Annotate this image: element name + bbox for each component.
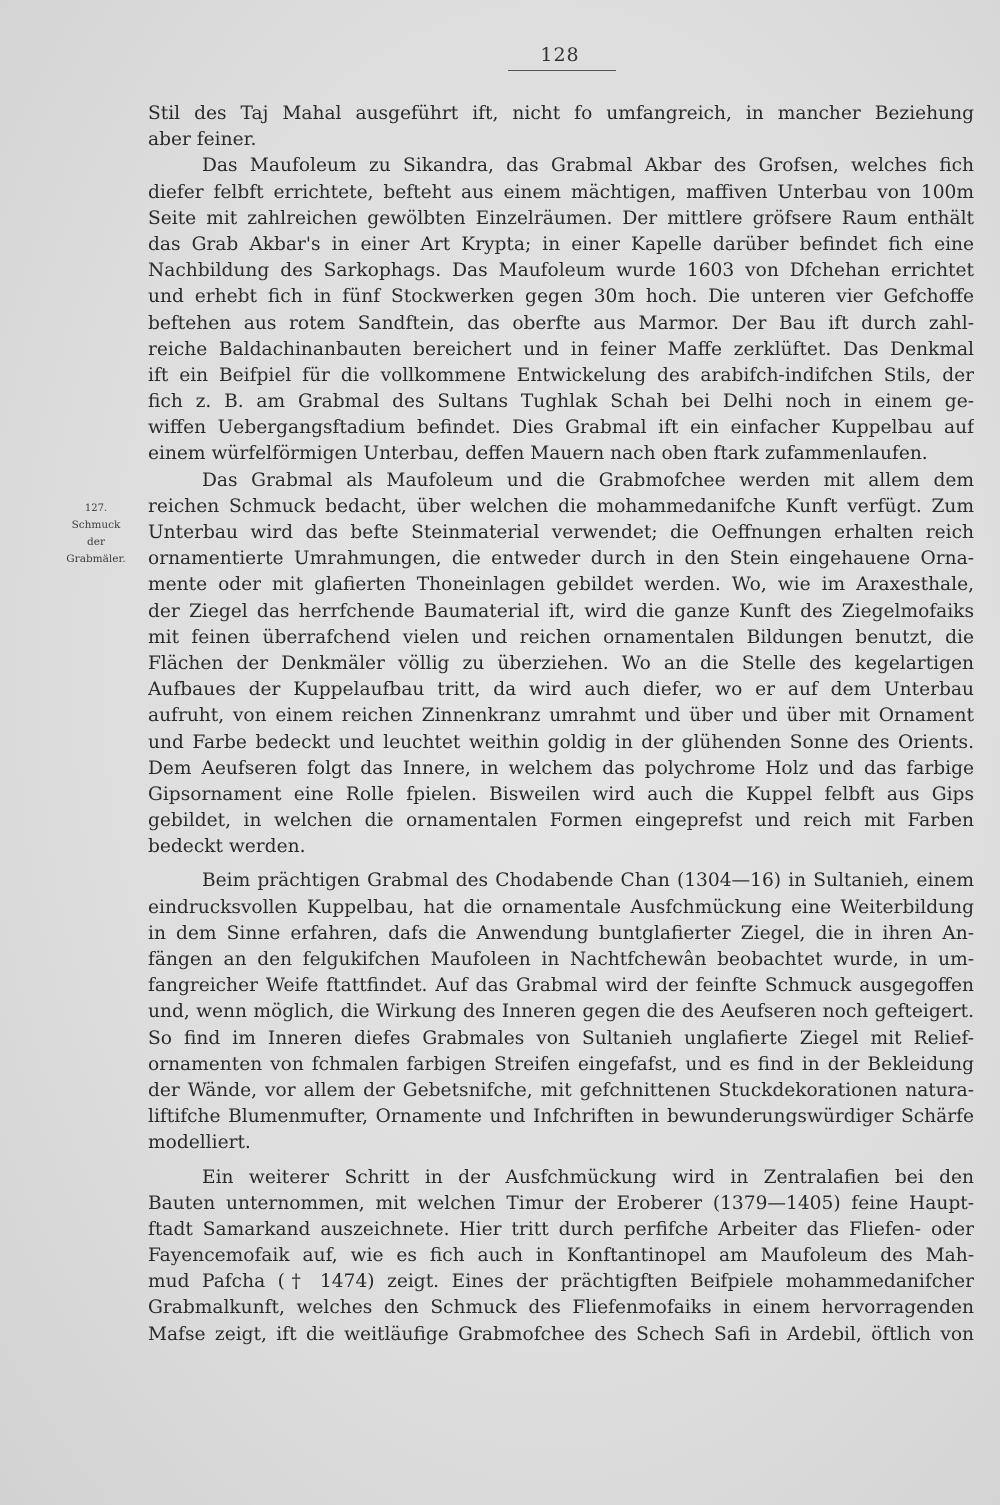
text-line: mente oder mit glafierten Thoneinlagen gebildet werden. Wo, wie im Araxesthale, <box>148 574 974 596</box>
text-line: Aufbaues der Kuppelaufbau tritt, da wird auch diefer, wo er auf dem Unterbau <box>148 679 974 701</box>
text-line: gebildet, in welchen die ornamentalen Formen eingeprefst und reich mit Farben <box>148 810 974 832</box>
paragraph-gap <box>148 1157 974 1165</box>
text-line: beftehen aus rotem Sandftein, das oberfte aus Marmor. Der Bau ift durch zahl- <box>148 312 974 334</box>
text-line: liftifche Blumenmufter, Ornamente und Infchriften in bewunderungswürdiger Schärfe <box>148 1106 974 1128</box>
text-line: ift ein Beifpiel für die vollkommene Entwickelung des arabifch-indifchen Stils, der <box>148 364 974 386</box>
text-line: fich z. B. am Grabmal des Sultans Tughlak Schah bei Delhi noch in einem ge- <box>148 391 974 413</box>
text-line: Dem Aeufseren folgt das Innere, in welchem das polychrome Holz und das farbige <box>148 757 974 779</box>
text-line: So find im Inneren diefes Grabmales von Sultanieh unglafierte Ziegel mit Relief- <box>148 1027 974 1049</box>
margin-note-number: 127. <box>84 503 108 514</box>
margin-note-line: der <box>87 536 105 548</box>
text-line: bedeckt werden. <box>148 836 306 858</box>
text-line: Ein weiterer Schritt in der Ausfchmückung wird in Zentralafien bei den <box>202 1166 974 1188</box>
margin-note-line: Schmuck <box>71 519 121 531</box>
text-line: ftadt Samarkand auszeichnete. Hier tritt durch perfifche Arbeiter das Fliefen- oder <box>148 1218 974 1240</box>
page-number: 128 <box>540 44 580 66</box>
margin-note <box>56 500 136 568</box>
body-text <box>148 101 974 1348</box>
text-line: eindrucksvollen Kuppelbau, hat die ornamentale Ausfchmückung eine Weiterbildung <box>148 896 974 918</box>
text-line: Seite mit zahlreichen gewölbten Einzelräumen. Der mittlere gröfsere Raum enthält <box>148 207 974 229</box>
text-line: und Farbe bedeckt und leuchtet weithin goldig in der glühenden Sonne des Orients. <box>148 731 974 753</box>
text-line: Nachbildung des Sarkophags. Das Maufoleum wurde 1603 von Dfchehan errichtet <box>148 260 974 282</box>
text-line: fängen an den felgukifchen Maufoleen in Nachtfchewân beobachtet wurde, in um- <box>148 949 974 970</box>
text-line: Bauten unternommen, mit welchen Timur der Eroberer (1379—1405) feine Haupt- <box>148 1192 974 1214</box>
text-line: reiche Baldachinanbauten bereichert und in feiner Maffe zerklüftet. Das Denkmal <box>148 338 974 360</box>
text-line: in dem Sinne erfahren, dafs die Anwendung buntglafierter Ziegel, die in ihren An- <box>148 922 974 944</box>
text-line: das Grab Akbar's in einer Art Krypta; in einer Kapelle darüber befindet fich eine <box>148 233 974 255</box>
text-line: reichen Schmuck bedacht, über welchen die mohammedanifche Kunft verfügt. Zum <box>148 495 974 517</box>
paragraph-gap <box>148 860 974 868</box>
text-line: Gipsornament eine Rolle fpielen. Bisweilen wird auch die Kuppel felbft aus Gips <box>148 783 974 805</box>
text-line: Stil des Taj Mahal ausgeführt ift, nicht fo umfangreich, in mancher Beziehung <box>148 103 974 124</box>
text-line: einem würfelförmigen Unterbau, deffen Mauern nach oben ftark zufammenlaufen. <box>148 443 928 465</box>
text-line: Grabmalkunft, welches den Schmuck des Fliefenmofaiks in einem hervorragenden <box>148 1297 974 1319</box>
text-line: fangreicher Weife ftattfindet. Auf das Grabmal wird der feinfte Schmuck ausgegoffen <box>148 975 974 997</box>
text-line: mit feinen überrafchend vielen und reichen ornamentalen Bildungen benutzt, die <box>148 626 974 648</box>
text-line: Fayencemofaik auf, wie es fich auch in Konftantinopel am Maufoleum des Mah- <box>148 1245 974 1267</box>
text-line: und erhebt fich in fünf Stockwerken gegen 30m hoch. Die unteren vier Gefchoffe <box>148 286 974 308</box>
text-line: ornamentierte Umrahmungen, die entweder durch in den Stein eingehauene Orna- <box>148 548 974 570</box>
text-line: der Ziegel das herrfchende Baumaterial ift, wird die ganze Kunft des Ziegelmofaiks <box>148 600 974 622</box>
text-line: Beim prächtigen Grabmal des Chodabende Chan (1304—16) in Sultanieh, einem <box>202 870 974 892</box>
text-line: ornamenten von fchmalen farbigen Streifen eingefafst, und es find in der Bekleidung <box>148 1053 974 1075</box>
text-line: Das Maufoleum zu Sikandra, das Grabmal Akbar des Grofsen, welches fich <box>202 155 974 177</box>
text-line: aber feiner. <box>148 129 257 151</box>
text-line: Mafse zeigt, ift die weitläufige Grabmofchee des Schech Safi in Ardebil, öftlich von <box>148 1323 974 1345</box>
text-line: und, wenn möglich, die Wirkung des Inneren gegen die des Aeufseren noch gefteigert. <box>148 1001 974 1023</box>
text-line: Das Grabmal als Maufoleum und die Grabmofchee werden mit allem dem <box>202 469 974 491</box>
text-line: diefer felbft errichtete, befteht aus einem mächtigen, maffiven Unterbau von 100m <box>148 181 974 203</box>
text-line: modelliert. <box>148 1132 251 1154</box>
text-line: wiffen Uebergangsftadium befindet. Dies Grabmal ift ein einfacher Kuppelbau auf <box>148 417 974 439</box>
text-line: mud Pafcha († 1474) zeigt. Eines der prächtigften Beifpiele mohammedanifcher <box>148 1271 974 1293</box>
page-number-rule <box>508 70 616 71</box>
text-line: Flächen der Denkmäler völlig zu überziehen. Wo an die Stelle des kegelartigen <box>148 652 974 674</box>
text-line: aufruht, von einem reichen Zinnenkranz umrahmt und über und über mit Ornament <box>148 705 974 727</box>
text-line: Unterbau wird das befte Steinmaterial verwendet; die Oeffnungen erhalten reich <box>148 522 974 543</box>
margin-note-line: Grabmäler. <box>66 553 126 565</box>
text-line: der Wände, vor allem der Gebetsnifche, mit gefchnittenen Stuckdekorationen natura- <box>148 1079 974 1101</box>
